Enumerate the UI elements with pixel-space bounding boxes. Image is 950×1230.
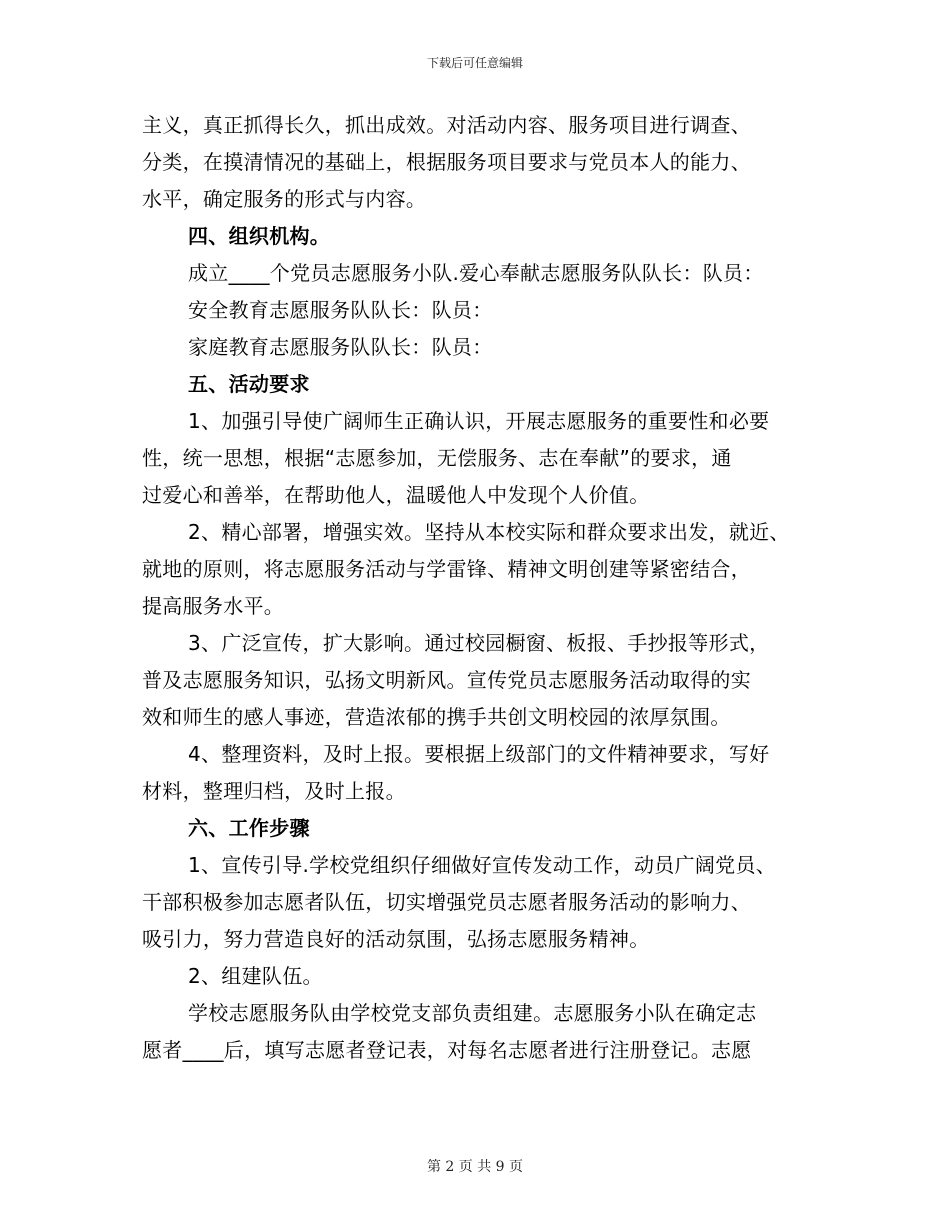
text-line: 干部积极参加志愿者队伍，切实增强党员志愿者服务活动的影响力、 <box>142 890 751 914</box>
text-line: 愿者____后，填写志愿者登记表，对每名志愿者进行注册登记。志愿 <box>142 1038 752 1062</box>
text-line: 2、精心部署，增强实效。坚持从本校实际和群众要求出发，就近、 <box>188 520 790 544</box>
text-line: 水平，确定服务的形式与内容。 <box>142 187 427 211</box>
text-line: 普及志愿服务知识，弘扬文明新风。宣传党员志愿服务活动取得的实 <box>142 668 751 692</box>
text-line: 材料，整理归档，及时上报。 <box>142 779 406 803</box>
text-line: 1、加强引导使广阔师生正确认识，开展志愿服务的重要性和必要 <box>188 409 770 433</box>
text-line: 效和师生的感人事迹，营造浓郁的携手共创文明校园的浓厚氛围。 <box>142 705 731 729</box>
page-footer: 第 2 页 共 9 页 <box>426 1159 524 1175</box>
text-line: 过爱心和善举，在帮助他人，温暖他人中发现个人价值。 <box>142 483 650 507</box>
section-heading: 五、活动要求 <box>188 372 310 396</box>
text-line: 安全教育志愿服务队队长：队员： <box>188 298 493 322</box>
page-header: 下载后可任意编辑 <box>426 56 523 70</box>
text-line: 提高服务水平。 <box>142 594 285 618</box>
text-line: 就地的原则，将志愿服务活动与学雷锋、精神文明创建等紧密结合， <box>142 557 751 581</box>
text-line: 分类，在摸清情况的基础上，根据服务项目要求与党员本人的能力、 <box>142 150 751 174</box>
text-line: 2、组建队伍。 <box>188 964 323 988</box>
text-line: 性，统一思想，根据“志愿参加，无偿服务、志在奉献”的要求，通 <box>142 446 732 470</box>
section-heading: 四、组织机构。 <box>188 224 331 248</box>
text-line: 3、广泛宣传，扩大影响。通过校园橱窗、板报、手抄报等形式， <box>188 631 770 655</box>
text-line: 1、宣传引导.学校党组织仔细做好宣传发动工作，动员广阔党员、 <box>188 853 777 877</box>
text-line: 家庭教育志愿服务队队长：队员： <box>188 335 493 359</box>
section-heading: 六、工作步骤 <box>188 816 310 840</box>
text-line: 成立____个党员志愿服务小队.爱心奉献志愿服务队队长：队员： <box>188 261 764 285</box>
text-line: 吸引力，努力营造良好的活动氛围，弘扬志愿服务精神。 <box>142 927 650 951</box>
text-line: 4、整理资料，及时上报。要根据上级部门的文件精神要求，写好 <box>188 742 770 766</box>
text-line: 学校志愿服务队由学校党支部负责组建。志愿服务小队在确定志 <box>188 1001 757 1025</box>
text-line: 主义，真正抓得长久，抓出成效。对活动内容、服务项目进行调查、 <box>142 113 751 137</box>
document-body <box>142 107 832 1069</box>
